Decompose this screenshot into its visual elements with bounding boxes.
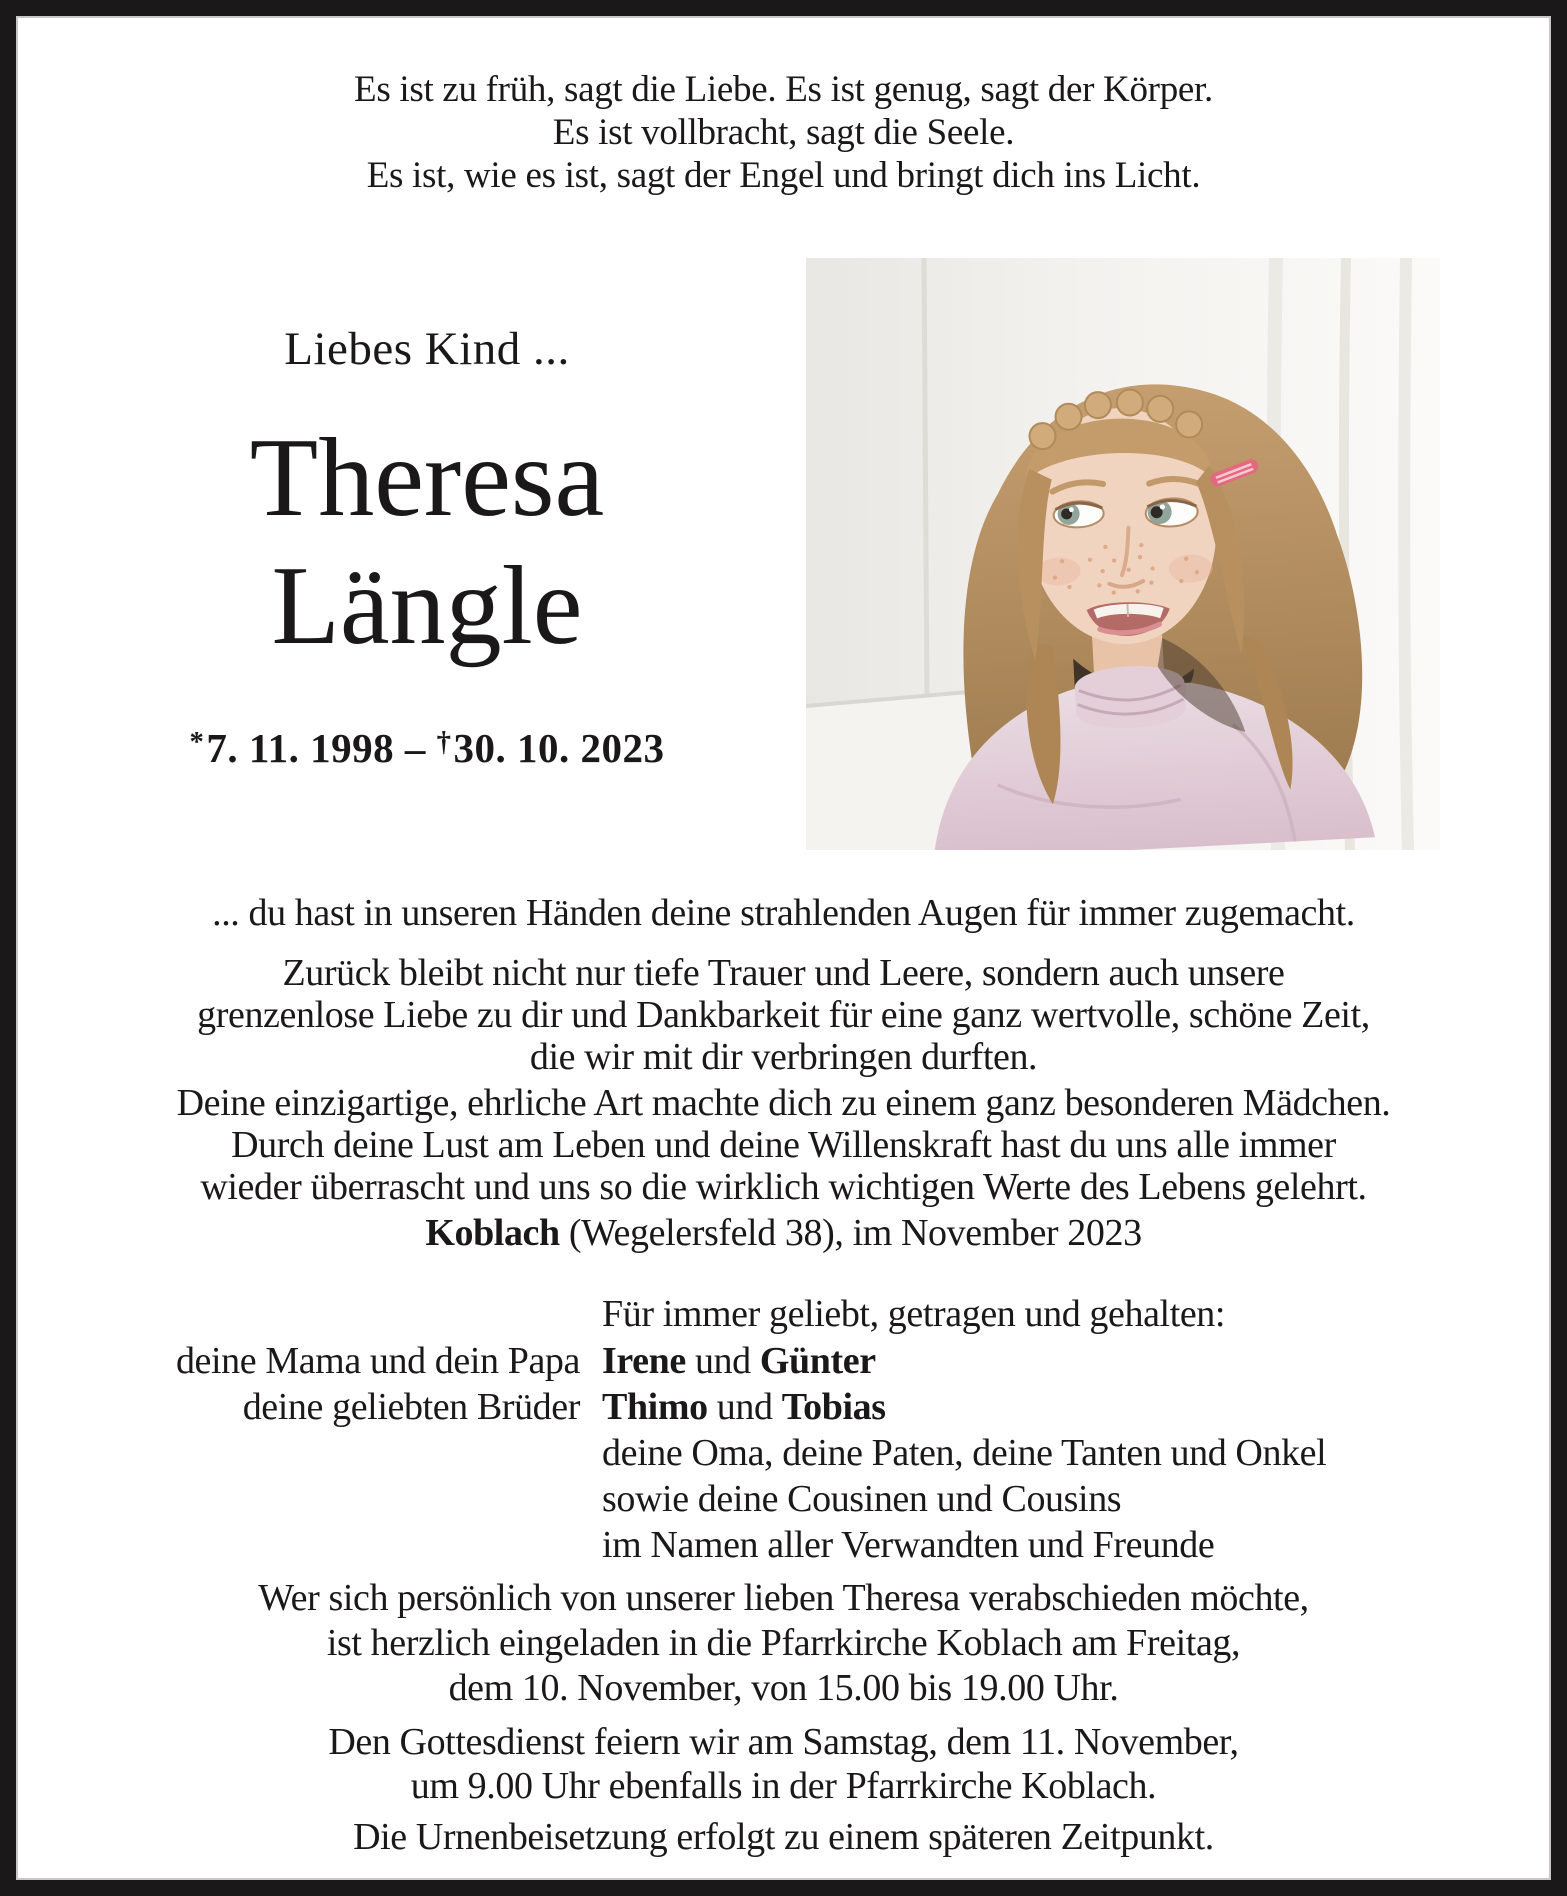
- paragraph-grief-gratitude: Zurück bleibt nicht nur tiefe Trauer und Leere, sondern auch unsere grenzenlose Liebe zu dir und Dankbarkeit für eine ganz wertvolle, schöne Zeit, die wir mit dir verbringen durften.: [197, 952, 1370, 1078]
- deceased-last-name: Längle: [271, 544, 583, 668]
- opening-quote: Es ist zu früh, sagt die Liebe. Es ist genug, sagt der Körper. Es ist vollbracht, sagt die Seele. Es ist, wie es ist, sagt der Engel und bringt dich ins Licht.: [354, 69, 1213, 196]
- place-date-line: Koblach (Wegelersfeld 38), im November 2023: [425, 1212, 1142, 1254]
- paragraph-eyes-closed: ... du hast in unseren Händen deine strahlenden Augen für immer zugemacht.: [212, 892, 1355, 934]
- deceased-name: [15, 414, 839, 670]
- farewell-heading: Für immer geliebt, getragen und gehalten:: [602, 1293, 1226, 1335]
- salutation: Liebes Kind ...: [284, 323, 570, 375]
- paragraph-service: Den Gottesdienst feiern wir am Samstag, dem 11. November, um 9.00 Uhr ebenfalls in der Pfarrkirche Koblach.: [328, 1721, 1239, 1807]
- paragraph-visitation: Wer sich persönlich von unserer lieben Theresa verabschieden möchte, ist herzlich eingeladen in die Pfarrkirche Koblach am Freitag, dem 10. November, von 15.00 bis 19.00 Uhr.: [258, 1577, 1309, 1709]
- portrait-photo: [806, 258, 1440, 850]
- birth-death-dates: *7. 11. 1998 – †30. 10. 2023: [189, 725, 665, 771]
- paragraph-unique-girl: Deine einzigartige, ehrliche Art machte dich zu einem ganz besonderen Mädchen. Durch deine Lust am Leben und deine Willenskraft hast du uns alle immer wieder überrascht und uns so die wirklich wichtigen Werte des Lebens gelehrt.: [176, 1082, 1391, 1208]
- portrait-illustration: [806, 258, 1440, 850]
- deceased-first-name: Theresa: [249, 416, 605, 540]
- paragraph-urn-burial: Die Urnenbeisetzung erfolgt zu einem späteren Zeitpunkt.: [353, 1816, 1214, 1858]
- family-relations-column: deine Mama und dein Papa deine geliebten Brüder: [175, 1340, 580, 1428]
- family-names-column: Irene und Günter Thimo und Tobias deine Oma, deine Paten, deine Tanten und Onkel sowie deine Cousinen und Cousins im Namen aller Verwandten und Freunde: [602, 1340, 1327, 1566]
